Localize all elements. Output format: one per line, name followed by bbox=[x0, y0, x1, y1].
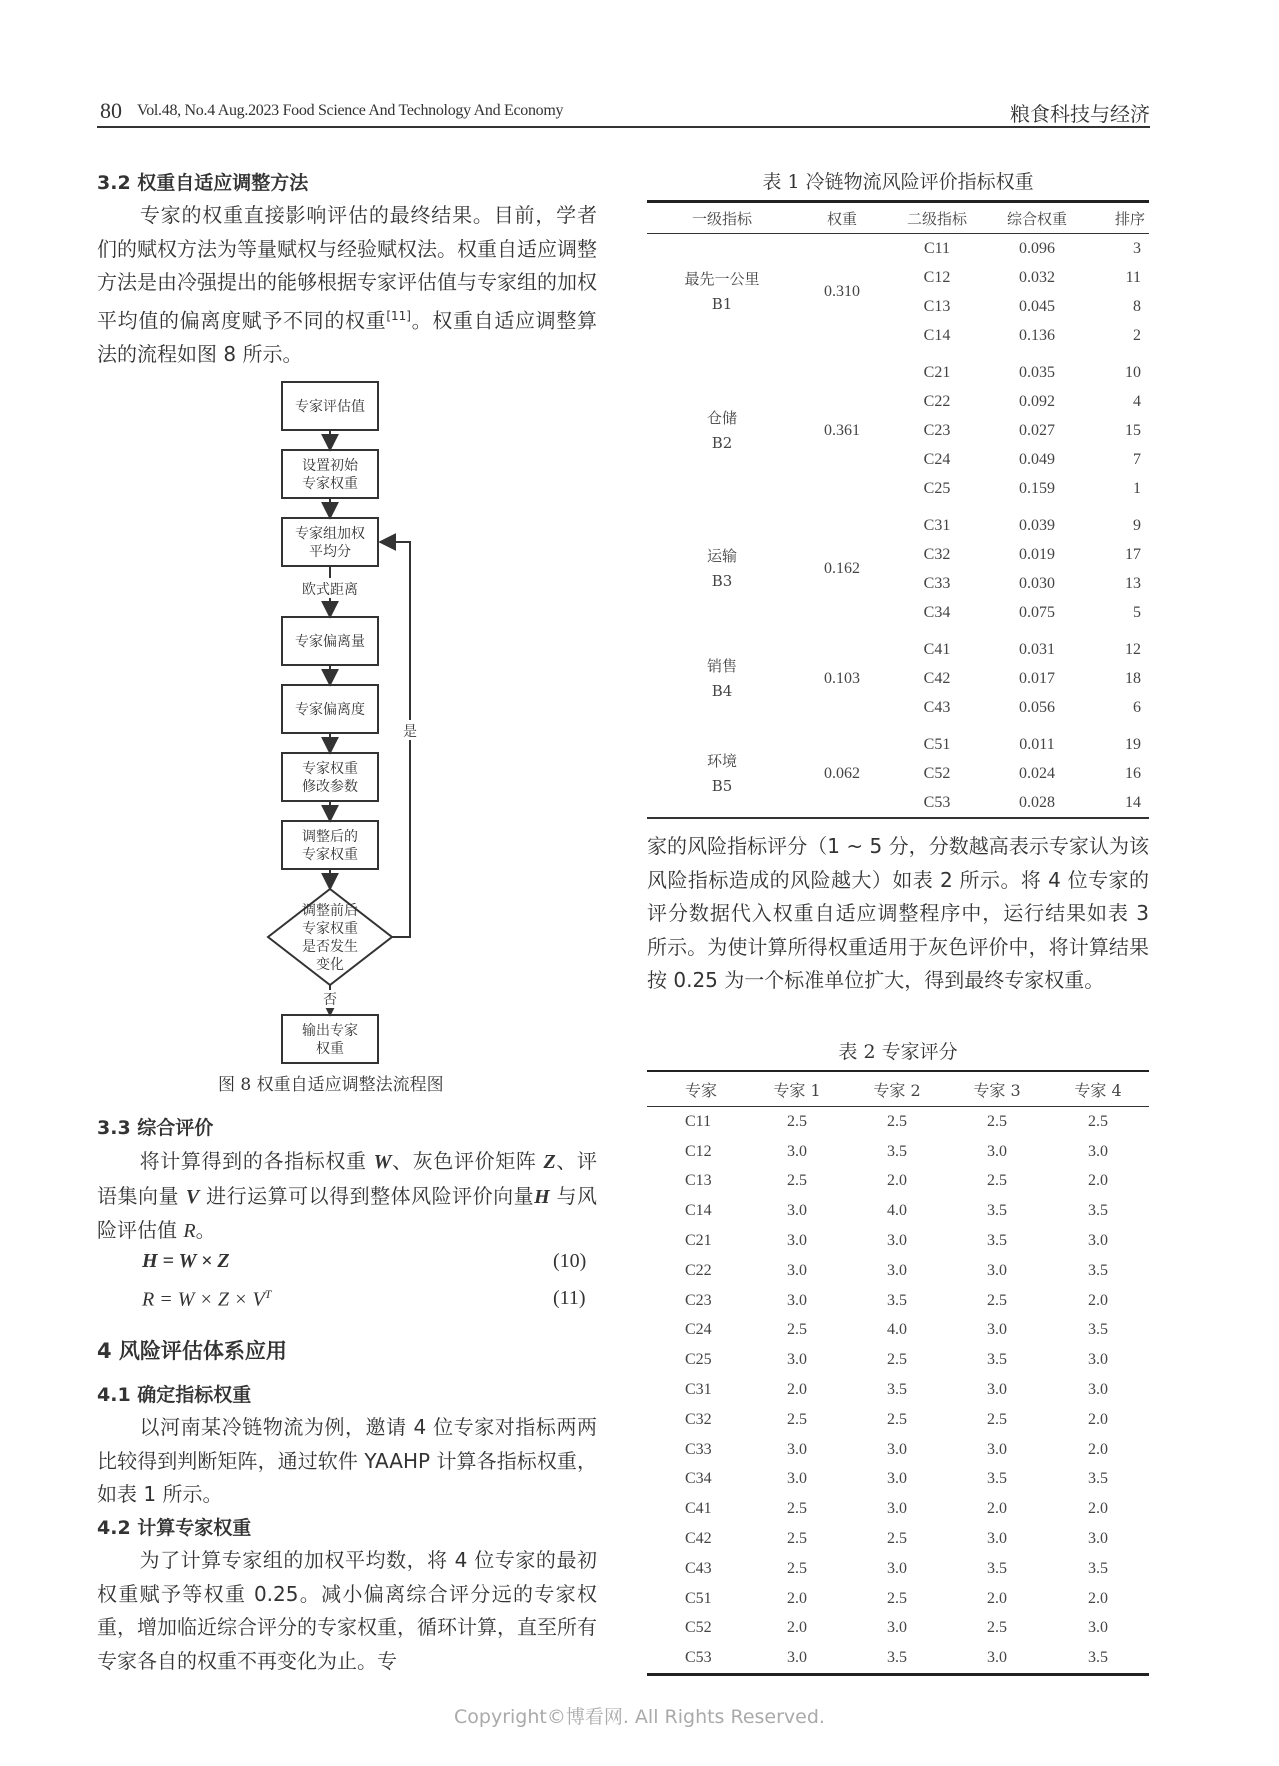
indicator-cell: C22 bbox=[685, 1261, 712, 1279]
score-cell: 3.0 bbox=[787, 1142, 807, 1160]
running-header bbox=[97, 98, 1150, 128]
flow-edge-label: 欧式距离 bbox=[302, 582, 358, 598]
section-4-1-paragraph bbox=[97, 1411, 597, 1512]
secondary-indicator: C34 bbox=[923, 603, 951, 621]
citation[interactable]: [11] bbox=[386, 308, 411, 323]
indicator-cell: C43 bbox=[685, 1559, 712, 1577]
primary-indicator bbox=[647, 503, 797, 627]
table-row bbox=[647, 1137, 1149, 1167]
equation-10-number: (10) bbox=[553, 1250, 587, 1272]
primary-indicator-name: 销售 bbox=[706, 656, 737, 675]
score-cell: 2.5 bbox=[887, 1530, 907, 1548]
column-header: 专家 1 bbox=[773, 1080, 821, 1100]
rank: 17 bbox=[1125, 545, 1141, 563]
primary-indicator bbox=[647, 350, 797, 503]
section-3-3-paragraph bbox=[97, 1145, 597, 1249]
paragraph-text: 以河南某冷链物流为例，邀请 4 位专家对指标两两比较得到判断矩阵，通过软件 YAAHP 计算各指标权重，如表 1 所示。 bbox=[97, 1415, 597, 1506]
column-header: 二级指标 bbox=[906, 209, 967, 228]
table-row bbox=[647, 1465, 1149, 1495]
paragraph-text: 为了计算专家组的加权平均数，将 4 位专家的最初权重赋予等权重 0.25。减小偏离综合评分远的专家权重，增加临近综合评分的专家权重，循环计算，直至所有专家各自的权重不再变化为止。专 bbox=[97, 1548, 597, 1673]
score-cell: 3.5 bbox=[987, 1470, 1007, 1488]
secondary-indicator: C53 bbox=[923, 793, 951, 811]
rank: 19 bbox=[1125, 735, 1141, 753]
secondary-indicator: C41 bbox=[923, 640, 951, 658]
primary-indicator-code: B1 bbox=[711, 295, 733, 313]
score-cell: 3.0 bbox=[787, 1202, 807, 1220]
table-row bbox=[647, 1405, 1149, 1435]
indicator-cell: C14 bbox=[685, 1202, 712, 1220]
rank: 10 bbox=[1125, 363, 1141, 381]
rank: 2 bbox=[1133, 326, 1141, 344]
secondary-indicator: C32 bbox=[923, 545, 951, 563]
score-cell: 3.0 bbox=[987, 1142, 1007, 1160]
symbol-V: V bbox=[185, 1185, 200, 1208]
score-cell: 2.0 bbox=[1088, 1291, 1108, 1309]
indicator-cell: C21 bbox=[685, 1232, 712, 1250]
flow-node-weighted-average-label: 平均分 bbox=[309, 544, 351, 560]
flow-decision-label: 专家权重 bbox=[302, 921, 358, 937]
table-row bbox=[647, 1167, 1149, 1197]
score-cell: 2.0 bbox=[1088, 1500, 1108, 1518]
table-row bbox=[647, 1345, 1149, 1375]
score-cell: 2.5 bbox=[987, 1112, 1007, 1130]
flowchart-figure-8 bbox=[230, 370, 490, 1070]
score-cell: 3.0 bbox=[787, 1261, 807, 1279]
primary-weight: 0.103 bbox=[824, 669, 860, 687]
paragraph-text: 进行运算可以得到整体风险评价向量 bbox=[206, 1183, 535, 1208]
score-cell: 2.5 bbox=[987, 1291, 1007, 1309]
indicator-cell: C13 bbox=[685, 1172, 712, 1190]
flow-decision-label: 调整前后 bbox=[302, 903, 358, 919]
score-cell: 3.0 bbox=[887, 1559, 907, 1577]
score-cell: 2.0 bbox=[987, 1500, 1007, 1518]
rank: 6 bbox=[1133, 698, 1141, 716]
score-cell: 3.0 bbox=[787, 1291, 807, 1309]
flow-node-deviation-amount-label: 专家偏离量 bbox=[295, 634, 365, 650]
table-row bbox=[647, 1316, 1149, 1346]
indicator-cell: C24 bbox=[685, 1321, 712, 1339]
table-row bbox=[647, 1524, 1149, 1554]
score-cell: 3.0 bbox=[1088, 1142, 1108, 1160]
score-cell: 2.0 bbox=[1088, 1410, 1108, 1428]
indicator-cell: C12 bbox=[685, 1142, 712, 1160]
score-cell: 2.0 bbox=[787, 1589, 807, 1607]
flow-node-output-weights-label: 输出专家 bbox=[302, 1023, 358, 1039]
composite-weight: 0.024 bbox=[1019, 764, 1055, 782]
score-cell: 3.0 bbox=[1088, 1530, 1108, 1548]
secondary-indicator: C11 bbox=[923, 239, 951, 257]
table-row bbox=[647, 1584, 1149, 1614]
indicator-cell: C23 bbox=[685, 1291, 712, 1309]
equation-11-number: (11) bbox=[553, 1287, 586, 1309]
score-cell: 2.0 bbox=[987, 1589, 1007, 1607]
primary-indicator-code: B3 bbox=[711, 572, 733, 590]
score-cell: 2.5 bbox=[987, 1619, 1007, 1637]
score-cell: 3.5 bbox=[887, 1142, 907, 1160]
table-row bbox=[647, 627, 1149, 664]
rank: 5 bbox=[1133, 603, 1141, 621]
score-cell: 2.5 bbox=[787, 1410, 807, 1428]
score-cell: 3.5 bbox=[987, 1351, 1007, 1369]
indicator-cell: C34 bbox=[685, 1470, 712, 1488]
score-cell: 3.0 bbox=[987, 1321, 1007, 1339]
rank: 8 bbox=[1133, 297, 1141, 315]
secondary-indicator: C25 bbox=[923, 479, 951, 497]
score-cell: 3.0 bbox=[787, 1649, 807, 1667]
rank: 18 bbox=[1125, 669, 1141, 687]
score-cell: 2.5 bbox=[1088, 1112, 1108, 1130]
section-3-2-paragraph bbox=[97, 199, 597, 371]
score-cell: 3.5 bbox=[987, 1559, 1007, 1577]
column-header: 排序 bbox=[1114, 209, 1145, 228]
score-cell: 3.0 bbox=[787, 1351, 807, 1369]
composite-weight: 0.136 bbox=[1019, 326, 1055, 344]
indicator-cell: C41 bbox=[685, 1500, 712, 1518]
copyright-footer: Copyright©博看网. All Rights Reserved. bbox=[454, 1706, 825, 1728]
primary-weight: 0.162 bbox=[824, 560, 860, 577]
section-3-3-title: 3.3 综合评价 bbox=[97, 1117, 214, 1139]
section-4-2-title: 4.2 计算专家权重 bbox=[97, 1517, 252, 1539]
rank: 7 bbox=[1133, 450, 1141, 468]
score-cell: 3.5 bbox=[1088, 1649, 1108, 1667]
composite-weight: 0.030 bbox=[1019, 574, 1055, 592]
score-cell: 3.0 bbox=[987, 1440, 1007, 1458]
table-row bbox=[647, 1226, 1149, 1256]
score-cell: 3.5 bbox=[887, 1291, 907, 1309]
score-cell: 3.5 bbox=[887, 1649, 907, 1667]
score-cell: 3.0 bbox=[887, 1232, 907, 1250]
paragraph-text: 专家的权重直接影响评估的最终结果。目前，学者们的赋权方法为等量赋权与经验赋权法。权重自适应调整方法是由冷强提出的能够根据专家评估值与专家组的加权平均值的偏离度赋予不同的权重 bbox=[97, 203, 597, 333]
score-cell: 3.0 bbox=[987, 1649, 1007, 1667]
paragraph-text: 将计算得到的各指标权重 bbox=[139, 1149, 367, 1173]
table-row bbox=[647, 350, 1149, 387]
score-cell: 3.0 bbox=[1088, 1619, 1108, 1637]
score-cell: 3.5 bbox=[1088, 1202, 1108, 1220]
primary-indicator-code: B2 bbox=[711, 433, 733, 452]
flow-node-adjusted-weights-label: 调整后的 bbox=[302, 829, 358, 845]
primary-indicator-code: B5 bbox=[711, 776, 733, 795]
rank: 12 bbox=[1125, 640, 1141, 658]
score-cell: 2.5 bbox=[787, 1530, 807, 1548]
score-cell: 3.0 bbox=[887, 1500, 907, 1518]
score-cell: 3.0 bbox=[887, 1619, 907, 1637]
primary-indicator bbox=[647, 627, 797, 722]
equation-11-superscript: T bbox=[264, 1287, 272, 1301]
primary-weight: 0.062 bbox=[824, 764, 860, 782]
flow-decision-label: 是否发生 bbox=[302, 939, 358, 955]
symbol-R: R bbox=[183, 1220, 196, 1242]
rank: 16 bbox=[1125, 764, 1141, 782]
composite-weight: 0.075 bbox=[1019, 603, 1055, 621]
table-row bbox=[647, 1375, 1149, 1405]
column-header: 一级指标 bbox=[691, 209, 752, 228]
composite-weight: 0.039 bbox=[1019, 516, 1055, 534]
score-cell: 3.0 bbox=[787, 1232, 807, 1250]
composite-weight: 0.027 bbox=[1019, 421, 1055, 439]
composite-weight: 0.056 bbox=[1019, 698, 1055, 716]
indicator-cell: C42 bbox=[685, 1530, 712, 1548]
secondary-indicator: C31 bbox=[923, 516, 951, 534]
rank: 13 bbox=[1125, 574, 1141, 592]
score-cell: 3.5 bbox=[987, 1202, 1007, 1220]
primary-weight: 0.310 bbox=[824, 283, 860, 300]
score-cell: 2.5 bbox=[787, 1500, 807, 1518]
score-cell: 3.5 bbox=[1088, 1470, 1108, 1488]
equation-10: H = W × Z bbox=[142, 1250, 230, 1272]
score-cell: 2.5 bbox=[887, 1410, 907, 1428]
table-row bbox=[647, 1435, 1149, 1465]
flow-decision-label: 变化 bbox=[316, 957, 344, 973]
column-header: 专家 bbox=[685, 1080, 718, 1100]
secondary-indicator: C24 bbox=[923, 450, 951, 468]
table-row bbox=[647, 1494, 1149, 1524]
score-cell: 3.0 bbox=[987, 1261, 1007, 1279]
score-cell: 3.0 bbox=[887, 1261, 907, 1279]
rank: 9 bbox=[1133, 516, 1141, 534]
journal-name: 粮食科技与经济 bbox=[1010, 102, 1150, 126]
table-row bbox=[647, 234, 1149, 264]
score-cell: 2.0 bbox=[887, 1172, 907, 1190]
flow-node-initial-weights-label: 设置初始 bbox=[302, 458, 358, 474]
indicator-cell: C53 bbox=[685, 1649, 712, 1667]
secondary-indicator: C42 bbox=[923, 669, 951, 687]
symbol-W: W bbox=[373, 1151, 392, 1173]
page-number: 80 bbox=[100, 98, 122, 123]
flow-node-modify-parameters-label: 修改参数 bbox=[302, 779, 358, 795]
score-cell: 2.5 bbox=[787, 1172, 807, 1190]
paragraph-text: 。权重自适应调整算法的流程如图 8 所示。 bbox=[97, 308, 598, 366]
column-header: 专家 3 bbox=[973, 1080, 1021, 1100]
composite-weight: 0.019 bbox=[1019, 545, 1055, 563]
score-cell: 3.0 bbox=[887, 1470, 907, 1488]
section-4-title: 4 风险评估体系应用 bbox=[97, 1339, 287, 1363]
symbol-H: H bbox=[534, 1185, 550, 1208]
score-cell: 3.0 bbox=[787, 1440, 807, 1458]
rank: 4 bbox=[1133, 392, 1141, 410]
secondary-indicator: C13 bbox=[923, 297, 951, 315]
secondary-indicator: C14 bbox=[923, 326, 951, 344]
composite-weight: 0.031 bbox=[1019, 640, 1055, 658]
table-2-expert-scores bbox=[647, 1070, 1149, 1676]
primary-weight: 0.361 bbox=[824, 421, 860, 439]
indicator-cell: C52 bbox=[685, 1619, 712, 1637]
secondary-indicator: C51 bbox=[923, 735, 951, 753]
primary-indicator-name: 环境 bbox=[706, 751, 737, 770]
score-cell: 3.5 bbox=[887, 1381, 907, 1399]
score-cell: 2.0 bbox=[1088, 1440, 1108, 1458]
score-cell: 3.0 bbox=[787, 1470, 807, 1488]
score-cell: 3.0 bbox=[987, 1530, 1007, 1548]
score-cell: 3.5 bbox=[1088, 1261, 1108, 1279]
paragraph-text: 与风险评估值 bbox=[97, 1183, 598, 1242]
rank: 1 bbox=[1133, 479, 1141, 497]
column-header: 专家 2 bbox=[873, 1080, 921, 1100]
column-header: 专家 4 bbox=[1074, 1080, 1122, 1100]
secondary-indicator: C33 bbox=[923, 574, 951, 592]
flow-node-initial-weights-label: 专家权重 bbox=[302, 476, 358, 492]
section-3-2-title: 3.2 权重自适应调整方法 bbox=[97, 172, 309, 194]
equation-11 bbox=[142, 1287, 271, 1312]
score-cell: 3.0 bbox=[1088, 1381, 1108, 1399]
flow-node-weighted-average-label: 专家组加权 bbox=[295, 526, 365, 542]
flow-node-deviation-degree-label: 专家偏离度 bbox=[295, 702, 365, 718]
score-cell: 2.5 bbox=[787, 1112, 807, 1130]
score-cell: 2.5 bbox=[987, 1410, 1007, 1428]
flow-no-label: 否 bbox=[323, 992, 337, 1008]
composite-weight: 0.092 bbox=[1019, 392, 1055, 410]
rank: 11 bbox=[1125, 268, 1141, 286]
score-cell: 2.5 bbox=[787, 1559, 807, 1577]
figure-caption: 图 8 权重自适应调整法流程图 bbox=[218, 1075, 444, 1095]
score-cell: 2.5 bbox=[887, 1589, 907, 1607]
score-cell: 3.0 bbox=[1088, 1351, 1108, 1369]
score-cell: 2.5 bbox=[887, 1112, 907, 1130]
flow-node-expert-estimates-label: 专家评估值 bbox=[295, 399, 365, 415]
paragraph-text: 。 bbox=[195, 1218, 216, 1242]
score-cell: 3.0 bbox=[987, 1381, 1007, 1399]
journal-reference: Vol.48, No.4 Aug.2023 Food Science And Technology And Economy bbox=[137, 102, 564, 119]
section-4-1-title: 4.1 确定指标权重 bbox=[97, 1384, 252, 1406]
indicator-cell: C32 bbox=[685, 1410, 712, 1428]
score-cell: 4.0 bbox=[887, 1202, 907, 1220]
column-header: 权重 bbox=[826, 209, 857, 228]
flow-node-adjusted-weights-label: 专家权重 bbox=[302, 847, 358, 863]
score-cell: 3.5 bbox=[1088, 1321, 1108, 1339]
primary-indicator bbox=[647, 722, 797, 818]
table-row bbox=[647, 503, 1149, 540]
composite-weight: 0.045 bbox=[1019, 297, 1055, 315]
score-cell: 2.0 bbox=[787, 1619, 807, 1637]
composite-weight: 0.035 bbox=[1019, 363, 1055, 381]
score-cell: 3.5 bbox=[987, 1232, 1007, 1250]
composite-weight: 0.028 bbox=[1019, 793, 1055, 811]
paragraph-text: 、灰色评价矩阵 bbox=[391, 1149, 537, 1173]
flow-node-modify-parameters-label: 专家权重 bbox=[302, 761, 358, 777]
primary-indicator-code: B4 bbox=[711, 681, 733, 700]
table-row bbox=[647, 1554, 1149, 1584]
indicator-cell: C51 bbox=[685, 1589, 712, 1607]
score-cell: 2.5 bbox=[787, 1321, 807, 1339]
equation-11-body: R = W × Z × V bbox=[142, 1288, 265, 1311]
secondary-indicator: C43 bbox=[923, 698, 951, 716]
secondary-indicator: C12 bbox=[923, 268, 951, 286]
indicator-cell: C11 bbox=[685, 1112, 712, 1130]
table-2-caption: 表 2 专家评分 bbox=[838, 1041, 958, 1063]
table-row bbox=[647, 1256, 1149, 1286]
score-cell: 2.5 bbox=[987, 1172, 1007, 1190]
primary-indicator bbox=[647, 234, 797, 351]
table-header-row bbox=[647, 1071, 1149, 1107]
flow-node-output-weights-label: 权重 bbox=[316, 1041, 344, 1057]
table-row bbox=[647, 722, 1149, 759]
score-cell: 3.0 bbox=[887, 1440, 907, 1458]
primary-indicator-name: 最先一公里 bbox=[684, 270, 760, 288]
table-row bbox=[647, 1643, 1149, 1674]
section-4-2-paragraph bbox=[97, 1544, 597, 1678]
right-paragraph: 家的风险指标评分（1 ~ 5 分，分数越高表示专家认为该风险指标造成的风险越大）如表 2 所示。将 4 位专家的评分数据代入权重自适应调整程序中，运行结果如表 3 所示。为使计算所得权重适用于灰色评价中，将计算结果按 0.25 为一个标准单位扩大，得到最终专家权重。 bbox=[647, 834, 1149, 992]
composite-weight: 0.096 bbox=[1019, 239, 1055, 257]
composite-weight: 0.017 bbox=[1019, 669, 1055, 687]
flow-yes-label: 是 bbox=[403, 724, 417, 740]
table-1-caption: 表 1 冷链物流风险评价指标权重 bbox=[762, 171, 1034, 193]
indicator-cell: C33 bbox=[685, 1440, 712, 1458]
score-cell: 2.0 bbox=[1088, 1172, 1108, 1190]
table-row bbox=[647, 1196, 1149, 1226]
composite-weight: 0.159 bbox=[1019, 479, 1055, 497]
composite-weight: 0.032 bbox=[1019, 268, 1055, 286]
score-cell: 3.5 bbox=[1088, 1559, 1108, 1577]
table-header-row bbox=[647, 202, 1149, 234]
rank: 15 bbox=[1125, 421, 1141, 439]
rank: 14 bbox=[1125, 793, 1141, 811]
indicator-cell: C25 bbox=[685, 1351, 712, 1369]
table-row bbox=[647, 1107, 1149, 1137]
secondary-indicator: C22 bbox=[923, 392, 951, 410]
secondary-indicator: C52 bbox=[923, 764, 951, 782]
symbol-Z: Z bbox=[543, 1151, 556, 1173]
composite-weight: 0.049 bbox=[1019, 450, 1055, 468]
table-row bbox=[647, 1286, 1149, 1316]
score-cell: 3.0 bbox=[1088, 1232, 1108, 1250]
score-cell: 2.0 bbox=[787, 1381, 807, 1399]
secondary-indicator: C23 bbox=[923, 421, 951, 439]
primary-indicator-name: 运输 bbox=[706, 547, 737, 565]
table-row bbox=[647, 1614, 1149, 1644]
score-cell: 4.0 bbox=[887, 1321, 907, 1339]
score-cell: 2.0 bbox=[1088, 1589, 1108, 1607]
paragraph-text: 、评语集向量 bbox=[97, 1149, 598, 1208]
rank: 3 bbox=[1133, 239, 1141, 257]
secondary-indicator: C21 bbox=[923, 363, 951, 381]
primary-indicator-name: 仓储 bbox=[706, 408, 737, 427]
composite-weight: 0.011 bbox=[1019, 735, 1055, 753]
indicator-cell: C31 bbox=[685, 1381, 712, 1399]
column-header: 综合权重 bbox=[1006, 209, 1067, 228]
table-1-indicator-weights bbox=[647, 200, 1149, 819]
score-cell: 2.5 bbox=[887, 1351, 907, 1369]
